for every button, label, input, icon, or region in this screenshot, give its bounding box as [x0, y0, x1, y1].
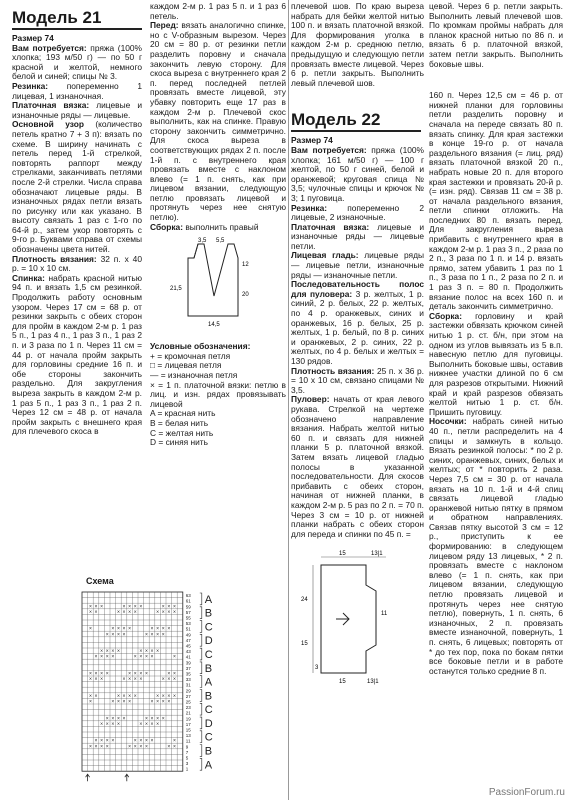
- chart-row-number: 19: [185, 716, 191, 722]
- chart-bracket: [200, 731, 202, 743]
- chart-color-letter: C: [204, 649, 213, 662]
- chart-x-mark: ×: [144, 721, 148, 728]
- chart-row-number: 21: [185, 710, 191, 716]
- assembly-text: горловину и край застежки обвязать крючком синей нитью 1 р. ст. б/н, при этом на одном из углов вывязать из 5 в.п. навесную петлю для пуговицы. Выполнить боковые швы, оставив нижнее участки длиной по 6 см для разрезов открытыми. Нижний край и край разрезов обвязать желтой нитью 1 р. ст. б/н. Пришить пуговицу.: [429, 310, 564, 417]
- rib-label: Резинка:: [12, 80, 49, 91]
- chart-x-mark: ×: [139, 671, 143, 677]
- chart-row-number: 47: [185, 637, 191, 643]
- legend-item: + = кромочная петля: [150, 350, 231, 361]
- chart-x-mark: ×: [122, 609, 126, 616]
- chart-row-number: 49: [185, 632, 191, 638]
- chart-x-mark: ×: [105, 671, 109, 677]
- chart-x-mark: ×: [94, 738, 98, 745]
- chart-row-number: 15: [185, 727, 191, 733]
- materials-text: пряжа (100% хлопка; 161 м/50 г) — 100 г желтой, по 50 г синей, белой и оранжевой; круговая спица № 3,5; чулочные спицы и крючок № 3; 1 пуговица.: [291, 144, 424, 203]
- chart-x-mark: ×: [161, 631, 165, 638]
- chart-x-mark: ×: [167, 609, 171, 616]
- chart-row-number: 39: [185, 660, 191, 666]
- chart-row-number: 31: [185, 682, 191, 688]
- chart-row-number: 27: [185, 693, 191, 699]
- chart-bracket: [200, 703, 202, 715]
- chart-row-number: 51: [185, 626, 191, 632]
- chart-x-mark: ×: [94, 693, 98, 700]
- chart-bracket: [200, 745, 202, 757]
- back-text: набрать красной нитью 94 п. и вязать 1,5 см резинкой. Продолжить работу основным узором. Через 17 см = 68 р. от резинки закрыть с обеих сторон для пройм в каждом 2-м р. 1 раз 5 п., 1 раз 4 п., 1 раз 3 п., 1 раз 2 п. и 3 раза по 1 п. Через 11 см = 44 р. от начала пройм закрыть для горловины средние 16 п. и обе стороны закончить раздельно. Для закругления выреза закрыть в каждом 2-м р. 1 раз 5 п., 1 раз 3 п., 1 раз 2 п. Через 12 см = 48 р. от начала пройм закрыть с внешнего края для плечевого скоса в: [12, 272, 142, 437]
- density-label: Плотность вязания:: [12, 253, 97, 264]
- chart-x-mark: ×: [100, 738, 104, 745]
- chart-x-mark: ×: [88, 609, 92, 616]
- socks-label: Носочки:: [429, 416, 467, 427]
- model22-column4: [429, 2, 563, 676]
- title-rule: [12, 28, 142, 30]
- column-divider: [288, 0, 289, 800]
- chart-x-mark: ×: [172, 603, 176, 610]
- chart-x-mark: ×: [128, 743, 132, 750]
- model21-column2: [150, 2, 286, 448]
- chart-bracket: [200, 717, 202, 729]
- chart-x-mark: ×: [122, 626, 126, 633]
- chart-color-letter: A: [204, 676, 213, 689]
- chart-x-mark: ×: [139, 721, 143, 728]
- chart-x-mark: ×: [122, 676, 126, 683]
- dim-right2: 20: [242, 292, 249, 299]
- chart-x-mark: ×: [88, 693, 92, 700]
- chart-x-mark: ×: [139, 738, 143, 745]
- chart-x-mark: ×: [144, 715, 148, 722]
- legend-item: A = красная нить: [150, 408, 216, 419]
- size-label: Размер 74: [291, 135, 333, 146]
- chart-x-mark: ×: [172, 609, 176, 616]
- stockinette-label: Лицевая гладь:: [291, 250, 359, 261]
- chart-x-mark: ×: [150, 738, 154, 745]
- chart-x-mark: ×: [167, 743, 171, 750]
- chart-x-mark: ×: [116, 648, 120, 655]
- chart-x-mark: ×: [128, 626, 132, 633]
- chart-row-number: 13: [185, 733, 191, 739]
- chart-row-number: 59: [185, 604, 191, 610]
- chart-row-number: 17: [185, 721, 191, 727]
- chart-x-mark: ×: [128, 671, 132, 677]
- sch-f: 3: [315, 665, 319, 672]
- dim-bottom: 14,5: [208, 322, 220, 329]
- chart-x-mark: ×: [156, 609, 160, 616]
- chart-bracket: [200, 634, 202, 646]
- watermark: PassionForum.ru: [488, 787, 565, 798]
- model21-pattern-schematic: [168, 236, 288, 328]
- chart-bracket: [200, 607, 202, 619]
- chart-color-letter: B: [204, 745, 213, 758]
- back-label: Спинка:: [12, 272, 45, 283]
- chart-row-number: 35: [185, 671, 191, 677]
- sch-h: 15: [339, 679, 346, 686]
- chart-x-mark: ×: [161, 676, 165, 683]
- chart-x-mark: ×: [116, 626, 120, 633]
- chart-color-letter: C: [204, 621, 213, 634]
- chart-x-mark: ×: [111, 738, 115, 745]
- chart-row-number: 25: [185, 699, 191, 705]
- chart-x-mark: ×: [105, 654, 109, 661]
- chart-row-number: 43: [185, 649, 191, 655]
- chart-x-mark: ×: [100, 721, 104, 728]
- chart-x-mark: ×: [111, 721, 115, 728]
- chart-color-letter: A: [204, 759, 213, 772]
- chart-x-mark: ×: [156, 631, 160, 638]
- chart-x-mark: ×: [167, 699, 171, 705]
- chart-x-mark: ×: [150, 648, 154, 655]
- chart-x-mark: ×: [172, 738, 176, 745]
- chart-x-mark: ×: [156, 693, 160, 700]
- chart-title: Схема: [86, 576, 114, 586]
- chart-x-mark: ×: [139, 676, 143, 683]
- chart-row-number: 37: [185, 665, 191, 671]
- pullover-text: начать от края левого рукава. Стрелкой на чертеже обозначено направление вязания. Набрать желтой нитью 60 п. и связать для нижней планки 5 р. платочной вязкой. Затем вязать лицевой гладью полосы в указанной последовательности. Для скосов прибавить с обеих сторон, начиная от нижней планки, в каждом 2-м р. 5 раз по 2 п. = 70 п. Через 3 см = 10 р. от нижней планки набрать с обеих сторон для переда и спинки по 45 п. =: [291, 394, 425, 539]
- sch-c: 24: [301, 597, 308, 604]
- chart-x-mark: ×: [100, 654, 104, 661]
- chart-x-mark: ×: [128, 699, 132, 705]
- chart-x-mark: ×: [122, 715, 126, 722]
- chart-x-mark: ×: [100, 743, 104, 750]
- chart-x-mark: ×: [88, 743, 92, 750]
- chart-x-mark: ×: [128, 609, 132, 616]
- model21-column1: [12, 0, 142, 437]
- chart-x-mark: ×: [105, 631, 109, 638]
- chart-x-mark: ×: [156, 648, 160, 655]
- chart-x-mark: ×: [167, 671, 171, 677]
- chart-x-mark: ×: [133, 693, 137, 700]
- chart-row-number: 29: [185, 688, 191, 694]
- chart-x-mark: ×: [111, 654, 115, 661]
- title-rule: [291, 130, 421, 132]
- chart-x-mark: ×: [111, 699, 115, 705]
- chart-x-mark: ×: [156, 721, 160, 728]
- chart-x-mark: ×: [144, 654, 148, 661]
- chart-x-mark: ×: [139, 743, 143, 750]
- chart-x-mark: ×: [111, 631, 115, 638]
- dim-top: 3,5: [198, 238, 207, 245]
- chart-x-mark: ×: [116, 699, 120, 705]
- chart-color-letter: B: [204, 607, 213, 620]
- chart-x-mark: ×: [144, 738, 148, 745]
- dim-midtop: 5,5: [216, 238, 225, 245]
- chart-x-mark: ×: [167, 626, 171, 633]
- chart-x-mark: ×: [156, 715, 160, 722]
- chart-x-mark: ×: [172, 693, 176, 700]
- chart-row-number: 57: [185, 609, 191, 615]
- col3-top-text: плечевой шов. По краю выреза набрать для бейки желтой нитью 100 п. и вязать платочной вязкой. Для формирования уголка в каждом 2-м р. среднюю петлю, предыдущую и следующую петли провязать вместе лицевой. Через 6 р. петли закрыть. Выполнить левый плечевой шов.: [291, 1, 424, 88]
- chart-color-letter: A: [204, 593, 213, 606]
- chart-bracket: [200, 662, 202, 674]
- chart-x-mark: ×: [144, 631, 148, 638]
- stockinette-text: лицевые ряды — лицевые петли, изнаночные ряды — изнаночные петли.: [291, 250, 424, 280]
- chart-x-mark: ×: [116, 693, 120, 700]
- chart-x-mark: ×: [122, 693, 126, 700]
- chart-row-number: 11: [185, 738, 191, 744]
- chart-x-mark: ×: [100, 676, 104, 683]
- sch-a: 15: [339, 551, 346, 558]
- chart-x-mark: ×: [139, 603, 143, 610]
- chart-x-mark: ×: [161, 609, 165, 616]
- chart-x-mark: ×: [128, 603, 132, 610]
- chart-repeat-arrow: [125, 774, 129, 781]
- chart-bracket: [200, 621, 202, 633]
- pattern-label: Основной узор: [12, 119, 84, 130]
- chart-bracket: [200, 758, 202, 770]
- chart-x-mark: ×: [111, 648, 115, 655]
- chart-x-mark: ×: [105, 743, 109, 750]
- chart-x-mark: ×: [88, 603, 92, 610]
- chart-x-mark: ×: [172, 654, 176, 661]
- chart-x-mark: ×: [133, 738, 137, 745]
- legend-item: B = белая нить: [150, 418, 209, 428]
- chart-x-mark: ×: [150, 631, 154, 638]
- chart-x-mark: ×: [128, 693, 132, 700]
- chart-x-mark: ×: [167, 676, 171, 683]
- chart-x-mark: ×: [156, 626, 160, 633]
- chart-color-letter: B: [204, 662, 213, 675]
- chart-x-mark: ×: [94, 676, 98, 683]
- chart-x-mark: ×: [94, 609, 98, 616]
- legend-item: × = 1 п. платочной вязки: петлю в лиц. и изн. рядах провязывать лицевой: [150, 379, 286, 409]
- front-text: вязать аналогично спинке, но с V-образным вырезом. Через 20 см = 80 р. от резинки петли разделить поровну и сначала закончить левую сторону. Для скоса выреза с внутреннего края 2 п. перед последней петлей провязать вместе лицевой, эту убавку повторить еще 17 раз в каждом 2-м р. Плечевой скос выполнить, как на спинке. Правую сторону закончить симметрично. Для скоса выреза в соответствующих рядах 2 п. после 1-й п. с внутреннего края провязать вместе с наклоном влево (= 1 п. снять, как при лицевом вязании, следующую петлю провязать лицевой и протянуть через нее снятую петлю).: [150, 20, 286, 223]
- chart-x-mark: ×: [94, 654, 98, 661]
- stripes-text: 3 р. желтых, 1 р. синий, 2 р. белых, 22 р. желтых, по 4 р. оранжевых, синих и оранжевых, 16 р. белых, 25 р. желтых, 1 р. белый, по 8 р. синих и оранжевых, 2 р. синих, 22 р. желтых, по 4 р. белых и желтых = 130 рядов.: [291, 288, 424, 366]
- chart-x-mark: ×: [133, 654, 137, 661]
- dim-right: 12: [242, 262, 249, 269]
- chart-x-mark: ×: [122, 631, 126, 638]
- chart-x-mark: ×: [128, 676, 132, 683]
- chart-row-number: 33: [185, 677, 191, 683]
- materials-text: пряжа (100% хлопка; 193 м/50 г) — по 50 г красной и желтой, немного белой и синей; спицы № 3.: [12, 42, 142, 82]
- chart-x-mark: ×: [88, 671, 92, 677]
- chart-x-mark: ×: [133, 603, 137, 610]
- density-text: 32 п. х 40 р. = 10 х 10 см.: [12, 253, 143, 274]
- garter-label: Платочная вязка:: [291, 221, 370, 232]
- chart-row-number: 61: [185, 598, 191, 604]
- chart-x-mark: ×: [133, 743, 137, 750]
- chart-x-mark: ×: [105, 648, 109, 655]
- assembly-text: выполнить правый: [185, 221, 259, 232]
- chart-x-mark: ×: [105, 715, 109, 722]
- model22-column3: [291, 2, 424, 685]
- chart-x-mark: ×: [139, 648, 143, 655]
- stockinette-text: лицевые и изнаночные ряды — лицевые.: [12, 100, 143, 120]
- stripes-label: Последовательность полос для пуловера:: [291, 279, 424, 299]
- chart-color-letter: C: [204, 704, 213, 717]
- chart-x-mark: ×: [105, 721, 109, 728]
- sch-b: 13|1: [371, 551, 383, 558]
- legend-item: □ = лицевая петля: [150, 360, 222, 371]
- chart-color-letter: D: [204, 635, 213, 648]
- chart-x-mark: ×: [133, 671, 137, 677]
- legend-item: D = синяя нить: [150, 437, 208, 448]
- chart-x-mark: ×: [167, 603, 171, 610]
- chart-x-mark: ×: [161, 603, 165, 610]
- chart-x-mark: ×: [172, 676, 176, 683]
- chart-x-mark: ×: [133, 676, 137, 683]
- chart-x-mark: ×: [133, 609, 137, 616]
- stockinette-label: Платочная вязка:: [12, 100, 90, 111]
- chart-x-mark: ×: [161, 715, 165, 722]
- chart-row-number: 23: [185, 705, 191, 711]
- chart-x-mark: ×: [122, 603, 126, 610]
- chart-x-mark: ×: [116, 631, 120, 638]
- materials-label: Вам потребуется:: [291, 144, 367, 155]
- chart-x-mark: ×: [150, 699, 154, 705]
- chart-x-mark: ×: [122, 699, 126, 705]
- pullover-label: Пуловер:: [291, 394, 330, 405]
- front-label: Перед:: [150, 20, 179, 31]
- pattern-text: (количество петель кратно 7 + 3 п): вязать по схеме. В ширину начинать с петель перед 1-й стрелкой, повторять раппорт между стрелками, заканчивать петлями после 2-й стрелки. Числа справа обозначают лицевые ряды. В изнаночных рядах петли вязать по рисунку или как указано. В высоту связать 1 раз с 1-го по 64-й р., затем укор повторять с 9-го р. Буквами справа от схемы обозначены цвета нитей.: [12, 119, 142, 255]
- chart-x-mark: ×: [94, 671, 98, 677]
- chart-row-number: 41: [185, 654, 191, 660]
- rib-text: попеременно 1 лицевая, 1 изнаночная.: [12, 80, 143, 101]
- chart-x-mark: ×: [156, 699, 160, 705]
- chart-x-mark: ×: [111, 626, 115, 633]
- garter-text: лицевые и изнаночные ряды — лицевые петли.: [291, 221, 425, 251]
- chart-x-mark: ×: [105, 738, 109, 745]
- socks-text: набрать синей нитью 40 п., петли распределить на 4 спицы и замкнуть в кольцо. Вязать резинкой полосы: * по 2 р. синих, оранжевых, синих, белых и желтых; от * повторить 2 раза. Через 7,5 см = 30 р. от начала вязать на 10 п. 1-й и 4-й спиц связать лицевой гладью оранжевой нитью пятку в прямом и обратном направлениях. Связав пятку высотой 3 см = 12 р., приступить к ее формированию: в следующем лицевом ряду 13 лицевых, * 2 п. провязать вместе с наклоном влево (= 1 п. снять, как при лицевом вязании, следующую петлю провязать лицевой и протянуть через нее снятую петлю), повернуть, 1 п. снять, 6 изнаночных, 2 п. провязать вместе изнаночной, повернуть, 1 п. снять, 6 лицевых; повторять от * до тех пор, пока по бокам пятки все боковые петли и в работе останутся только средние 8 п.: [429, 416, 563, 676]
- chart-bracket: [200, 676, 202, 688]
- chart-x-mark: ×: [111, 715, 115, 722]
- model22-title: Модель 22: [291, 110, 381, 130]
- chart-x-mark: ×: [144, 648, 148, 655]
- chart-x-mark: ×: [88, 699, 92, 705]
- col4-pullover-continued: 160 п. Через 12,5 см = 46 р. от нижней планки для горловины петли разделить поровну и сначала на переде связать 80 п. вязать спинку. Для края застежки в конце 19-го р. от начала раздельного вязания (= лиц. ряд) вязать платочной вязкой 20 п., набрать новые 20 п. для второго края застежки и провязать 20-й р. (= изн. ряд). Связав 11 см = 38 р. от начала раздельного вязания, петли спинки отложить. На последних 80 п. вязать перед. Для закругления выреза прибавить с внутреннего края в каждом 2-м р. 1 раз 3 п., 2 раза по 2 п., 3 раза по 1 п. и 14 р. вязать прямо, затем убавить 1 раз по 1 п., 3 раза по 1 п., 2 раза по 2 п. и 1 раз 3 п. = 80 п. Продолжить вязание полос на всех 160 п. и деталь закончить симметрично.: [429, 90, 563, 312]
- chart-color-letter: B: [204, 690, 213, 703]
- chart-row-number: 55: [185, 615, 191, 621]
- dim-left: 21,5: [170, 286, 182, 293]
- legend-item: — = изнаночная петля: [150, 370, 238, 381]
- model22-pullover-schematic: [291, 545, 421, 685]
- sch-g: 13|1: [367, 679, 379, 686]
- chart-x-mark: ×: [94, 743, 98, 750]
- chart-repeat-arrow: [86, 774, 90, 781]
- model21-title: Модель 21: [12, 8, 102, 27]
- legend-title: Условные обозначения:: [150, 341, 251, 352]
- col2-text1: каждом 2-м р. 1 раз 5 п. и 1 раз 6 петель.: [150, 1, 286, 21]
- sch-e: 11: [381, 611, 388, 618]
- chart-x-mark: ×: [88, 626, 92, 633]
- chart-x-mark: ×: [100, 671, 104, 677]
- sch-d: 15: [301, 641, 308, 648]
- density-label: Плотность вязания:: [291, 365, 375, 376]
- size-label: Размер 74: [12, 33, 54, 43]
- chart-row-number: 5: [185, 755, 189, 761]
- rib-text: попеременно 2 лицевые, 2 изнаночные.: [291, 202, 425, 223]
- chart-x-mark: ×: [116, 609, 120, 616]
- chart-row-number: 53: [185, 621, 191, 627]
- chart-x-mark: ×: [172, 743, 176, 750]
- chart-row-number: 7: [185, 749, 189, 755]
- chart-x-mark: ×: [150, 654, 154, 661]
- materials-label: Вам потребуется:: [12, 42, 87, 53]
- chart-x-mark: ×: [144, 743, 148, 750]
- density-text: 25 п. х 36 р. = 10 х 10 см, связано спицами № 3,5.: [291, 365, 424, 395]
- chart-color-letter: D: [204, 717, 213, 730]
- assembly-label: Сборка:: [150, 221, 183, 232]
- chart-x-mark: ×: [100, 603, 104, 610]
- chart-x-mark: ×: [144, 671, 148, 677]
- chart-x-mark: ×: [139, 654, 143, 661]
- assembly-label: Сборка:: [429, 310, 462, 321]
- rib-label: Резинка:: [291, 202, 328, 213]
- chart-row-number: 45: [185, 643, 191, 649]
- chart-grid: [82, 592, 183, 771]
- col4-top-text: цевой. Через 6 р. петли закрыть. Выполнить левый плечевой шов. По кромкам проймы набрать для планок красной нитью по 86 п. и вязать 6 р. платочной вязкой, затем петли закрыть. Выполнить боковые швы.: [429, 1, 563, 69]
- chart-x-mark: ×: [88, 676, 92, 683]
- chart-x-mark: ×: [94, 603, 98, 610]
- chart-bracket: [200, 648, 202, 660]
- chart-row-number: 3: [185, 761, 189, 767]
- chart-x-mark: ×: [150, 721, 154, 728]
- chart-color-letter: C: [204, 731, 213, 744]
- chart-row-number: 9: [185, 744, 189, 750]
- chart-x-mark: ×: [161, 626, 165, 633]
- chart-bracket: [200, 593, 202, 605]
- knitting-chart: [80, 590, 280, 790]
- chart-bracket: [200, 689, 202, 701]
- chart-x-mark: ×: [167, 693, 171, 700]
- chart-x-mark: ×: [116, 721, 120, 728]
- chart-x-mark: ×: [100, 648, 104, 655]
- chart-x-mark: ×: [150, 715, 154, 722]
- chart-x-mark: ×: [172, 671, 176, 677]
- chart-row-number: 1: [185, 766, 189, 772]
- chart-x-mark: ×: [150, 626, 154, 633]
- chart-x-mark: ×: [161, 699, 165, 705]
- chart-x-mark: ×: [116, 715, 120, 722]
- legend-item: C = желтая нить: [150, 427, 214, 438]
- chart-x-mark: ×: [161, 693, 165, 700]
- chart-row-number: 63: [185, 593, 191, 599]
